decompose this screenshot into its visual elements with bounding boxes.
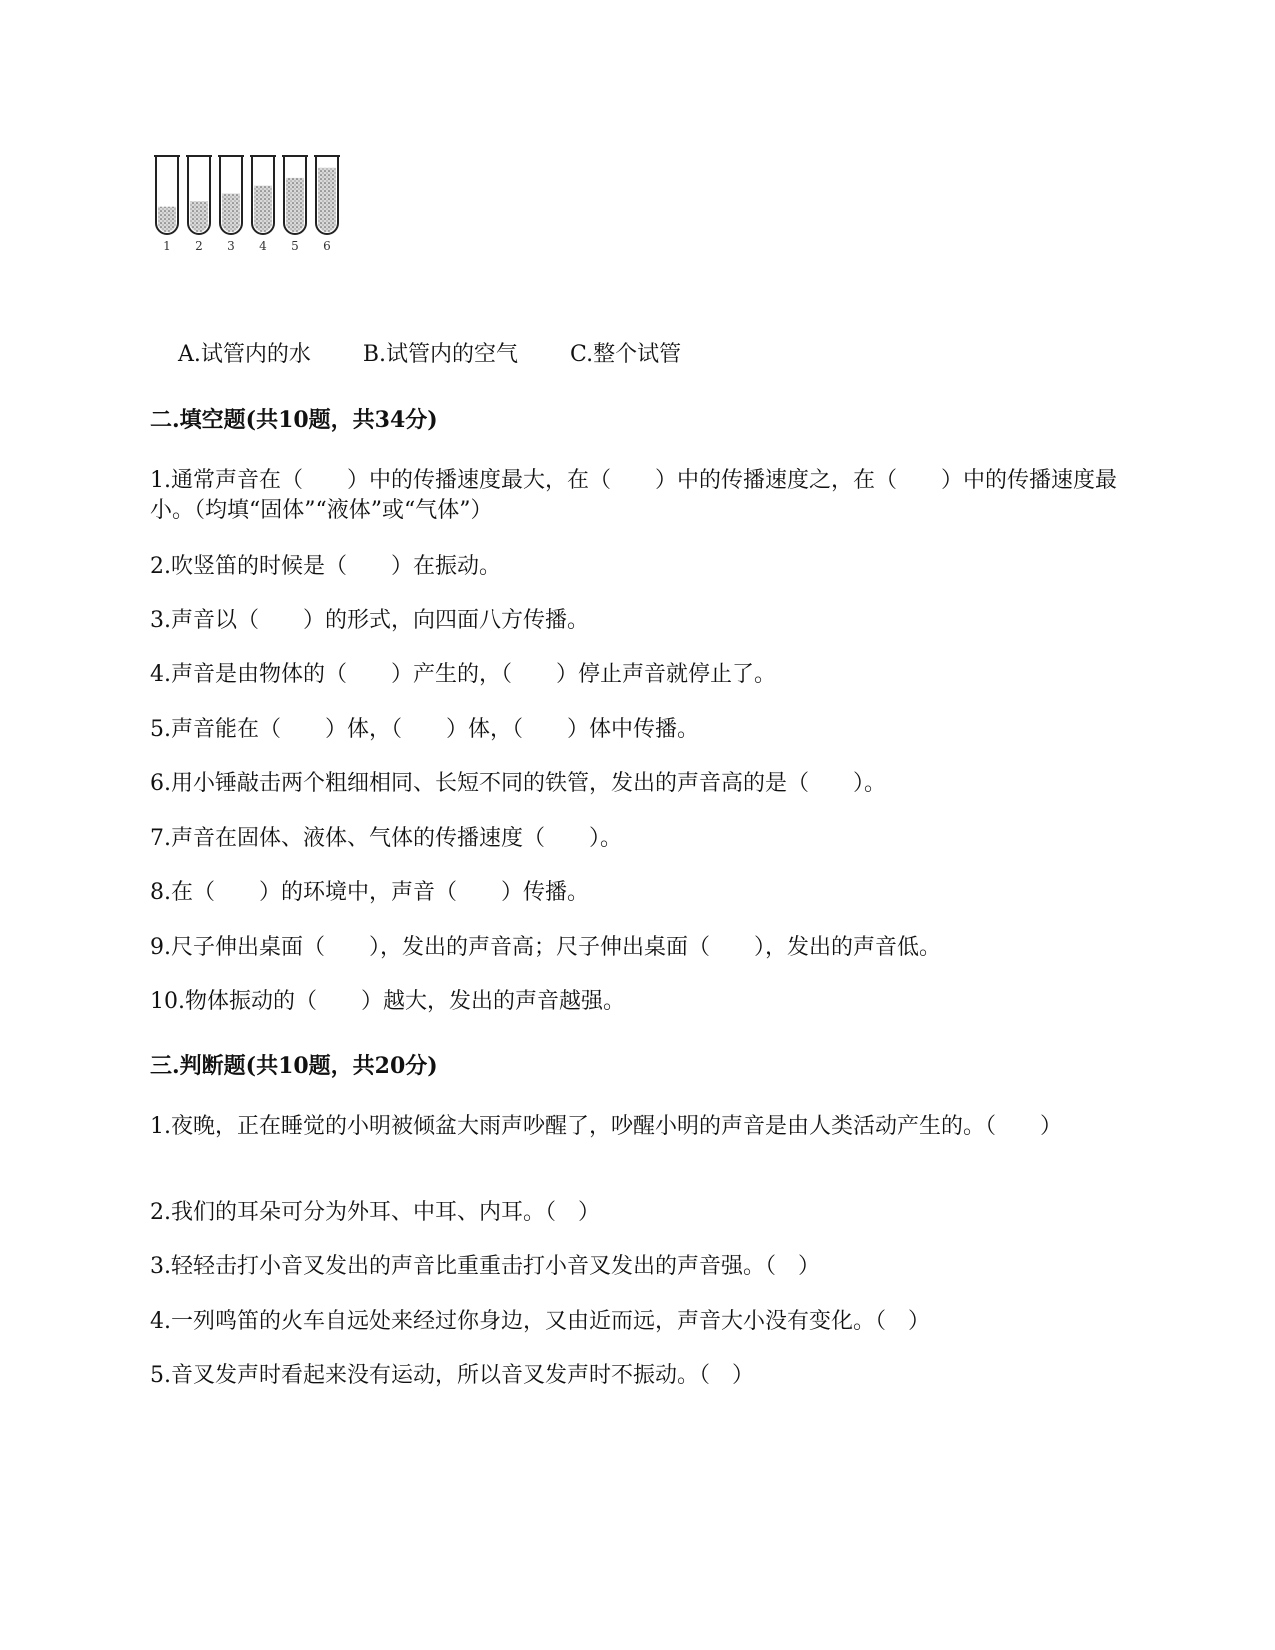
judge-question-1: 1.夜晚，正在睡觉的小明被倾盆大雨声吵醒了，吵醒小明的声音是由人类活动产生的。（ ） [150,1114,1062,1139]
fill-question-5: 5.声音能在（ ）体，（ ）体，（ ）体中传播。 [150,717,699,742]
fill-question-7: 7.声音在固体、液体、气体的传播速度（ ）。 [150,826,622,851]
judge-question-4: 4.一列鸣笛的火车自远处来经过你身边，又由近而远，声音大小没有变化。（ ） [150,1309,930,1334]
section-2-heading: 二.填空题(共10题，共34分) [150,407,438,433]
option-a: A.试管内的水 [177,342,311,367]
tube-water-4 [254,186,272,232]
option-c: C.整个试管 [570,342,682,367]
tube-water-3 [222,193,240,232]
tube-water-1 [158,207,176,232]
test-tubes-figure [148,150,368,266]
judge-question-2: 2.我们的耳朵可分为外耳、中耳、内耳。（ ） [150,1200,600,1225]
section-3-heading: 三.判断题(共10题，共20分) [150,1053,438,1079]
tube-water-2 [190,201,208,232]
tube-label-3: 3 [227,239,235,253]
tube-water-6 [318,168,336,232]
tube-water-5 [286,178,304,232]
fill-question-8: 8.在（ ）的环境中，声音（ ）传播。 [150,880,589,905]
fill-question-9: 9.尺子伸出桌面（ ），发出的声音高；尺子伸出桌面（ ），发出的声音低。 [150,935,941,960]
tube-label-2: 2 [195,239,203,253]
fill-question-3: 3.声音以（ ）的形式，向四面八方传播。 [150,608,589,633]
answer-options [150,310,1130,400]
fill-question-2: 2.吹竖笛的时候是（ ）在振动。 [150,554,501,579]
judge-question-5: 5.音叉发声时看起来没有运动，所以音叉发声时不振动。（ ） [150,1363,754,1388]
judge-question-3: 3.轻轻击打小音叉发出的声音比重重击打小音叉发出的声音强。（ ） [150,1254,820,1279]
tube-label-6: 6 [323,239,331,253]
fill-question-1: 1.通常声音在（ ）中的传播速度最大，在（ ）中的传播速度之，在（ ）中的传播速度最小。（均填“固体”“液体”或“气体”） [150,468,1117,523]
fill-question-10: 10.物体振动的（ ）越大，发出的声音越强。 [150,989,625,1014]
tube-label-4: 4 [259,239,267,253]
tube-label-1: 1 [163,239,171,253]
fill-question-6: 6.用小锤敲击两个粗细相同、长短不同的铁管，发出的声音高的是（ ）。 [150,771,886,796]
option-b: B.试管内的空气 [362,342,519,367]
tube-label-5: 5 [291,239,299,253]
fill-question-4: 4.声音是由物体的（ ）产生的，（ ）停止声音就停止了。 [150,662,776,687]
